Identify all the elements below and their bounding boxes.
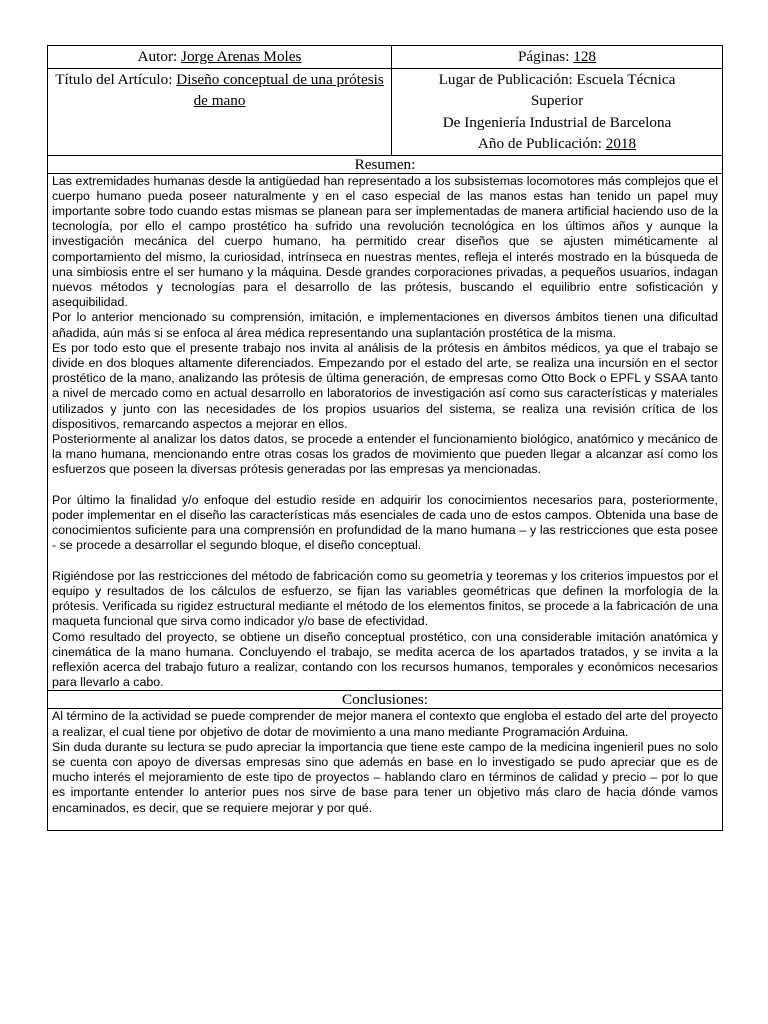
resumen-body-row	[48, 173, 723, 691]
publication-cell	[392, 68, 723, 155]
conclusiones-body	[48, 709, 723, 831]
year-value: 2018	[605, 135, 637, 152]
article-title: Diseño conceptual de una prótesis de mano	[176, 70, 384, 109]
resumen-heading-row	[48, 155, 723, 173]
publication-place-line-1: Lugar de Publicación: Escuela Técnica	[438, 70, 676, 88]
conclusiones-paragraph-1: Al término de la actividad se puede comprender de mejor manera el contexto que engloba el estado del arte del proyecto a realizar, el cual tiene por objetivo de dotar de movimiento a una mano mediante Programación Arduina.	[52, 709, 718, 739]
title-label: Título del Artículo:	[55, 70, 173, 88]
conclusiones-clip	[52, 709, 718, 830]
resumen-heading: Resumen:	[48, 155, 723, 173]
resumen-body	[48, 173, 723, 691]
conclusiones-paragraph-2: Sin duda durante su lectura se pudo apreciar la importancia que tiene este campo de la medicina ingenieril pues no solo se cuenta con apoyo de diversas empresas sino que además en base en lo investigado se pudo apreciar que es de mucho interés el mejoramiento de este tipo de proyectos – hablando claro en términos de calidad y precio – por lo que es importante entender lo anterior pues nos sirve de base para tener un objetivo más claro de hacia dónde vamos encaminados, es decir, que se requiere mejorar y por qué.	[52, 739, 718, 815]
author-pages-row	[48, 46, 723, 69]
publication-place-line-2: Superior	[530, 92, 584, 109]
resumen-paragraph-5: Por último la finalidad y/o enfoque del estudio reside en adquirir los conocimientos necesarios para, posteriormente, poder implementar en el diseño las características más esenciales de cada uno de estos campos. Obtenida una base de conocimientos suficiente para una comprensión en profundidad de la mano humana – y las restricciones que esta posee - se procede a desarrollar el segundo bloque, el diseño conceptual.	[52, 492, 718, 553]
resumen-paragraph-6: Rigiéndose por las restricciones del método de fabricación como su geometría y teoremas y los criterios impuestos por el equipo y resultados de los cálculos de esfuerzo, se fijan las variables geométricas que definen la morfología de la prótesis. Verificada su rigidez estructural mediante el método de los elementos finitos, se procede a la fabricación de una maqueta funcional que sirva como indicador y/o base de efectividad.	[52, 568, 718, 629]
pages-count: 128	[573, 48, 597, 65]
conclusiones-heading-row	[48, 691, 723, 709]
pages-label: Páginas:	[517, 48, 570, 65]
author-name: Jorge Arenas Moles	[181, 48, 302, 65]
author-label: Autor:	[137, 48, 178, 65]
resumen-paragraph-1: Las extremidades humanas desde la antigüedad han representado a los subsistemas locomotores más complejos que el cuerpo humano pueda poseer naturalmente y en el caso especial de las manos estas han tenido un papel muy importante sobre todo cuando estas mismas se planean para ser implementadas de manera artificial haciendo uso de la tecnología, por ello el campo prostético ha sufrido una revolución tecnológica en los últimos años y aunque la investigación mecánica del cuerpo humano, ha permitido crear diseños que se ajusten miméticamente al comportamiento del mismo, la curiosidad, intrínseca en nuestras mentes, refleja el interés mostrado en la búsqueda de una simbiosis entre el ser humano y la máquina. Desde grandes corporaciones privadas, a pequeños usuarios, indagan nuevos métodos y tecnologías para el desarrollo de las prótesis, buscando el equilibrio entre sofisticación y asequibilidad.	[52, 173, 718, 310]
resumen-paragraph-2: Por lo anterior mencionado su comprensión, imitación, e implementaciones en diversos ámbitos tienen una dificultad añadida, aún más si se enfoca al área médica representando una suplantación prostética de la misma.	[52, 310, 718, 340]
article-summary-table	[47, 45, 723, 831]
year-label: Año de Publicación:	[477, 135, 602, 152]
resumen-paragraph-3: Es por todo esto que el presente trabajo nos invita al análisis de la prótesis en ámbitos médicos, ya que el trabajo se divide en dos bloques altamente diferenciados. Empezando por el estado del arte, se realiza una incursión en el sector prostético de la mano, analizando las prótesis de última generación, de empresas como Otto Bock o EPFL y SSAA tanto a nivel de mercado como en actual desarrollo en laboratorios de investigación así como sus características y materiales utilizados y junto con las necesidades de los propios usuarios del sistema, se realiza una revisión crítica de los dispositivos, remarcando aspectos a mejorar en ellos.	[52, 340, 718, 431]
title-publication-row	[48, 68, 723, 155]
conclusiones-heading: Conclusiones:	[48, 691, 723, 709]
conclusiones-body-row	[48, 709, 723, 831]
author-cell	[48, 46, 392, 69]
publication-place-line-3: De Ingeniería Industrial de Barcelona	[442, 113, 672, 131]
publication-year	[396, 133, 718, 155]
pages-cell	[392, 46, 723, 69]
title-cell	[48, 68, 392, 155]
resumen-paragraph-4: Posteriormente al analizar los datos datos, se procede a entender el funcionamiento biológico, anatómico y mecánico de la mano humana, mencionando entre otras cosas los grados de movimiento que pueden llegar a alcanzar así como los esfuerzos que poseen la diversas prótesis generadas por las empresas ya mencionadas.	[52, 431, 718, 477]
resumen-paragraph-7: Como resultado del proyecto, se obtiene un diseño conceptual prostético, con una considerable imitación anatómica y cinemática de la mano humana. Concluyendo el trabajo, se medita acerca de los apartados tratados, y se invita a la reflexión acerca del trabajo futuro a realizar, contando con los recursos humanos, temporales y económicos necesarios para llevarlo a cabo.	[52, 629, 718, 690]
